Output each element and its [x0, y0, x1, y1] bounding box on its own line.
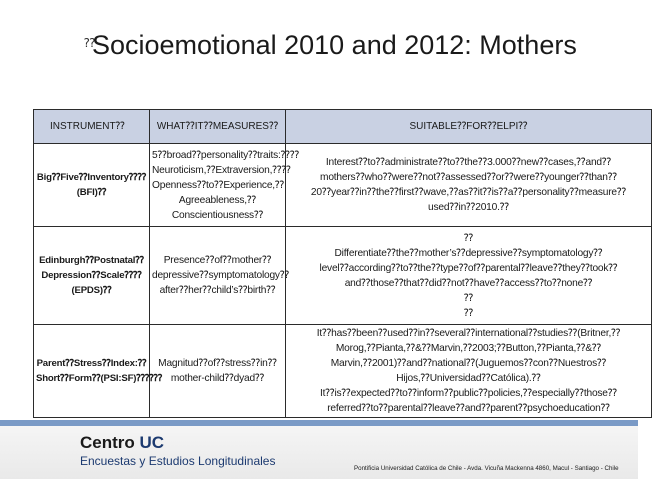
cell-line: (BFI)⁇ — [76, 187, 107, 198]
cell-line: and⁇those⁇that⁇did⁇not⁇have⁇access⁇to⁇none⁇ — [344, 277, 593, 289]
table-header-row — [34, 110, 652, 144]
measures-cell — [150, 227, 290, 325]
centro-uc-logo — [80, 433, 164, 453]
cell-line: Interest⁇to⁇administrate⁇to⁇the⁇3.000⁇new⁇cases,⁇and⁇ — [325, 157, 612, 168]
cell-line: used⁇in⁇2010.⁇ — [428, 202, 509, 213]
cell-line: after⁇her⁇child’s⁇birth⁇ — [159, 285, 276, 296]
instrument-cell — [34, 325, 163, 418]
header-what-it-measures: WHAT⁇IT⁇MEASURES⁇ — [150, 110, 286, 144]
instrument-cell — [34, 227, 150, 325]
cell-line: level⁇according⁇to⁇the⁇type⁇of⁇parental⁇leave⁇they⁇took⁇ — [319, 262, 618, 274]
suitable-cell — [286, 325, 652, 418]
cell-line: (EPDS)⁇ — [71, 285, 112, 296]
cell-line: It⁇has⁇been⁇used⁇in⁇several⁇international⁇studies⁇(Britner,⁇ — [316, 328, 621, 339]
cell-line: Short⁇Form⁇(PSI:SF)⁇⁇⁇ — [36, 373, 163, 384]
logo-main-text: Centro — [80, 433, 140, 452]
cell-line: mothers⁇who⁇were⁇not⁇assessed⁇or⁇were⁇younger⁇than⁇ — [320, 172, 617, 183]
suitable-cell — [286, 227, 652, 325]
logo-subtitle: Encuestas y Estudios Longitudinales — [80, 454, 276, 468]
cell-line: Morog,⁇Pianta,⁇&⁇Marvin,⁇2003;⁇Button,⁇Pianta,⁇&⁇ — [335, 343, 602, 354]
cell-line: Conscientiousness⁇ — [171, 209, 264, 221]
cell-line: Marvin,⁇2001)⁇and⁇national⁇(Juguemos⁇con⁇Nuestros⁇ — [330, 358, 607, 369]
instrument-table — [33, 109, 652, 418]
table-row — [34, 227, 652, 325]
cell-line: 5⁇broad⁇personality⁇traits:⁇⁇ — [152, 149, 300, 161]
cell-line: ⁇ — [463, 307, 474, 319]
cell-line: Depression⁇Scale⁇⁇ — [41, 270, 142, 281]
cell-line: Hijos,⁇Universidad⁇Católica).⁇ — [396, 373, 541, 384]
cell-line: Neuroticism,⁇Extraversion,⁇⁇ — [152, 164, 291, 176]
cell-line: Magnitud⁇of⁇stress⁇in⁇ — [158, 358, 277, 369]
cell-line: ⁇ — [463, 232, 474, 244]
cell-line: Big⁇Five⁇Inventory⁇⁇ — [36, 172, 147, 183]
measures-cell — [150, 144, 300, 227]
cell-line: mother-child⁇dyad⁇ — [170, 373, 265, 384]
cell-line: Openness⁇to⁇Experience,⁇ — [152, 179, 285, 191]
suitable-cell — [286, 144, 652, 227]
table-row — [34, 325, 652, 418]
cell-line: Agreeableness,⁇ — [178, 194, 257, 206]
cell-line: depressive⁇symptomatology⁇ — [152, 270, 290, 281]
cell-line: Edinburgh⁇Postnatal⁇ — [39, 255, 144, 266]
table-row — [34, 144, 652, 227]
cell-line: It⁇is⁇expected⁇to⁇inform⁇public⁇policies,⁇especially⁇those⁇ — [320, 388, 617, 399]
logo-accent-text: UC — [139, 433, 165, 452]
header-suitable-for-elpi: SUITABLE⁇FOR⁇ELPI⁇ — [286, 110, 652, 144]
title-mark: ⁇ — [84, 36, 96, 50]
cell-line: Differentiate⁇the⁇mother’s⁇depressive⁇symptomatology⁇ — [334, 247, 603, 259]
cell-line: Parent⁇Stress⁇Index:⁇ — [36, 358, 147, 369]
cell-line: referred⁇to⁇parental⁇leave⁇and⁇parent⁇psychoeducation⁇ — [327, 403, 610, 414]
cell-line: 20⁇year⁇in⁇the⁇first⁇wave,⁇as⁇it⁇is⁇a⁇personality⁇measure⁇ — [310, 187, 627, 198]
cell-line: ⁇ — [463, 292, 474, 304]
header-instrument: INSTRUMENT⁇ — [34, 110, 150, 144]
footer-address: Pontificia Universidad Católica de Chile - Avda. Vicuña Mackenna 4860, Macul - Santiago - Chile — [354, 465, 619, 472]
cell-line: Presence⁇of⁇mother⁇ — [163, 255, 272, 266]
measures-cell — [150, 325, 286, 418]
slide-title: Socioemotional 2010 and 2012: Mothers — [92, 30, 577, 60]
instrument-cell — [34, 144, 150, 227]
